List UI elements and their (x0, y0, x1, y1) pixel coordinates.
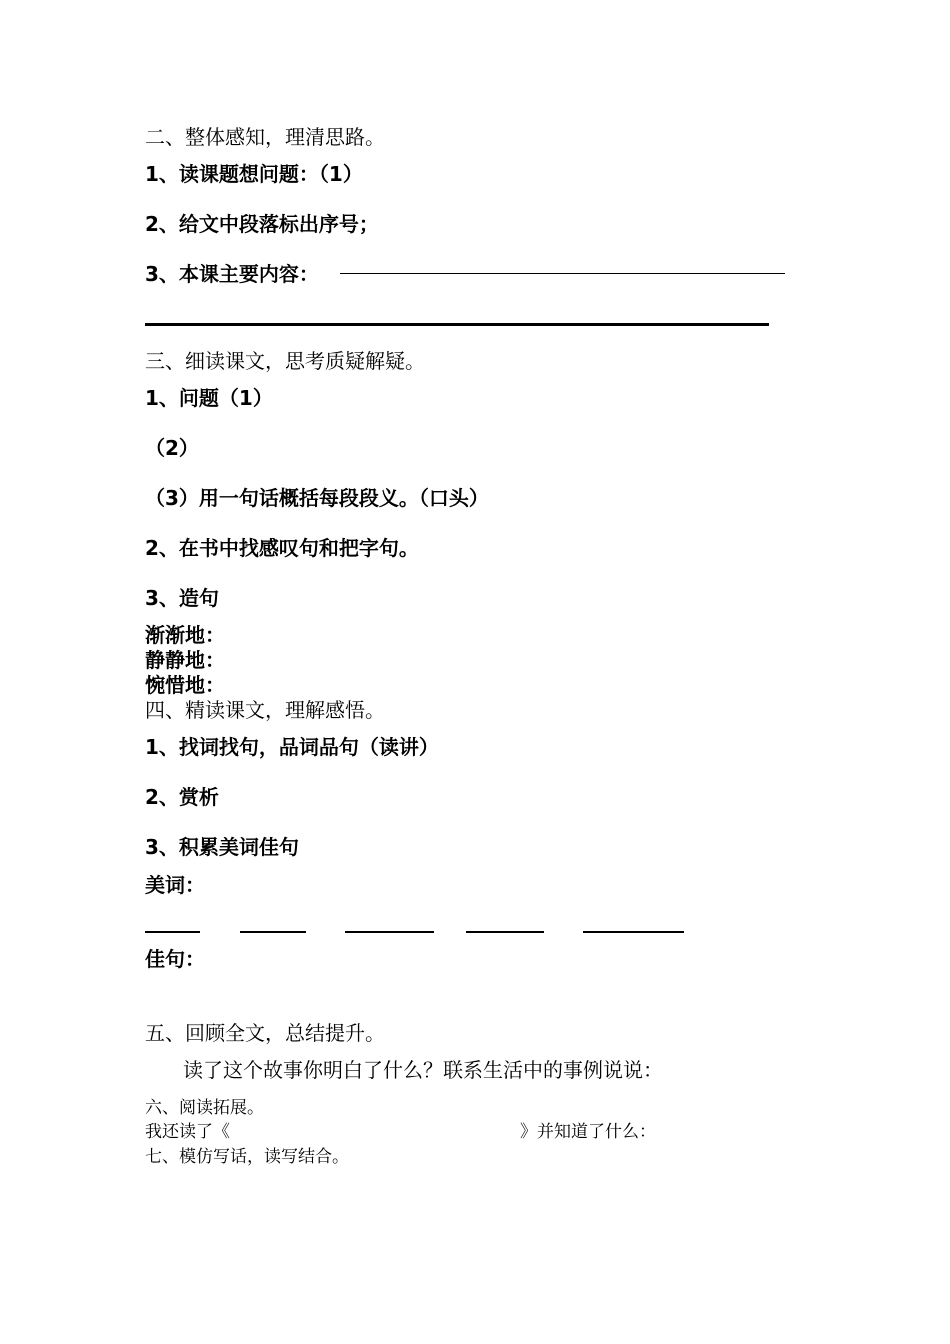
section-4-item-3: 3、积累美词佳句 (145, 835, 299, 859)
word-blank-2 (240, 931, 306, 933)
section-3-question-3: 3、造句 (145, 586, 219, 610)
section-3-title: 三、细读课文，思考质疑解疑。 (145, 349, 425, 373)
section-2-item-3: 3、本课主要内容： (145, 262, 319, 286)
sentence-word-3: 惋惜地： (145, 673, 225, 697)
reading-text-after: 》并知道了什么： (520, 1122, 656, 1142)
section-3-question-2: 2、在书中找感叹句和把字句。 (145, 536, 419, 560)
main-content-answer-line-1 (340, 273, 785, 274)
word-blank-5 (583, 931, 684, 933)
section-5-text: 读了这个故事你明白了什么？联系生活中的事例说说： (183, 1058, 663, 1082)
section-3-question-1: 1、问题（1） (145, 386, 273, 410)
section-4-item-1: 1、找词找句，品词品句（读讲） (145, 735, 439, 759)
good-sentences-label: 佳句： (145, 947, 205, 971)
section-6-title: 六、阅读拓展。 (145, 1098, 264, 1118)
sentence-word-2: 静静地： (145, 648, 225, 672)
section-2-item-1: 1、读课题想问题：（1） (145, 162, 363, 186)
beautiful-words-label: 美词： (145, 873, 205, 897)
section-3-question-1-part-2: （2） (145, 436, 199, 460)
word-blank-1 (145, 931, 200, 933)
reading-text-before: 我还读了《 (145, 1122, 230, 1142)
section-2-item-2: 2、给文中段落标出序号； (145, 212, 379, 236)
section-7-title: 七、模仿写话，读写结合。 (145, 1147, 349, 1167)
section-6-text (145, 1124, 656, 1141)
section-2-title: 二、整体感知，理清思路。 (145, 125, 385, 149)
word-blank-3 (345, 931, 434, 933)
section-5-title: 五、回顾全文，总结提升。 (145, 1021, 385, 1045)
section-4-item-2: 2、赏析 (145, 785, 219, 809)
sentence-word-1: 渐渐地： (145, 623, 225, 647)
section-4-title: 四、精读课文，理解感悟。 (145, 698, 385, 722)
section-3-question-1-part-3: （3）用一句话概括每段段义。（口头） (145, 486, 489, 510)
main-content-answer-line-2 (145, 323, 769, 326)
word-blank-4 (466, 931, 544, 933)
